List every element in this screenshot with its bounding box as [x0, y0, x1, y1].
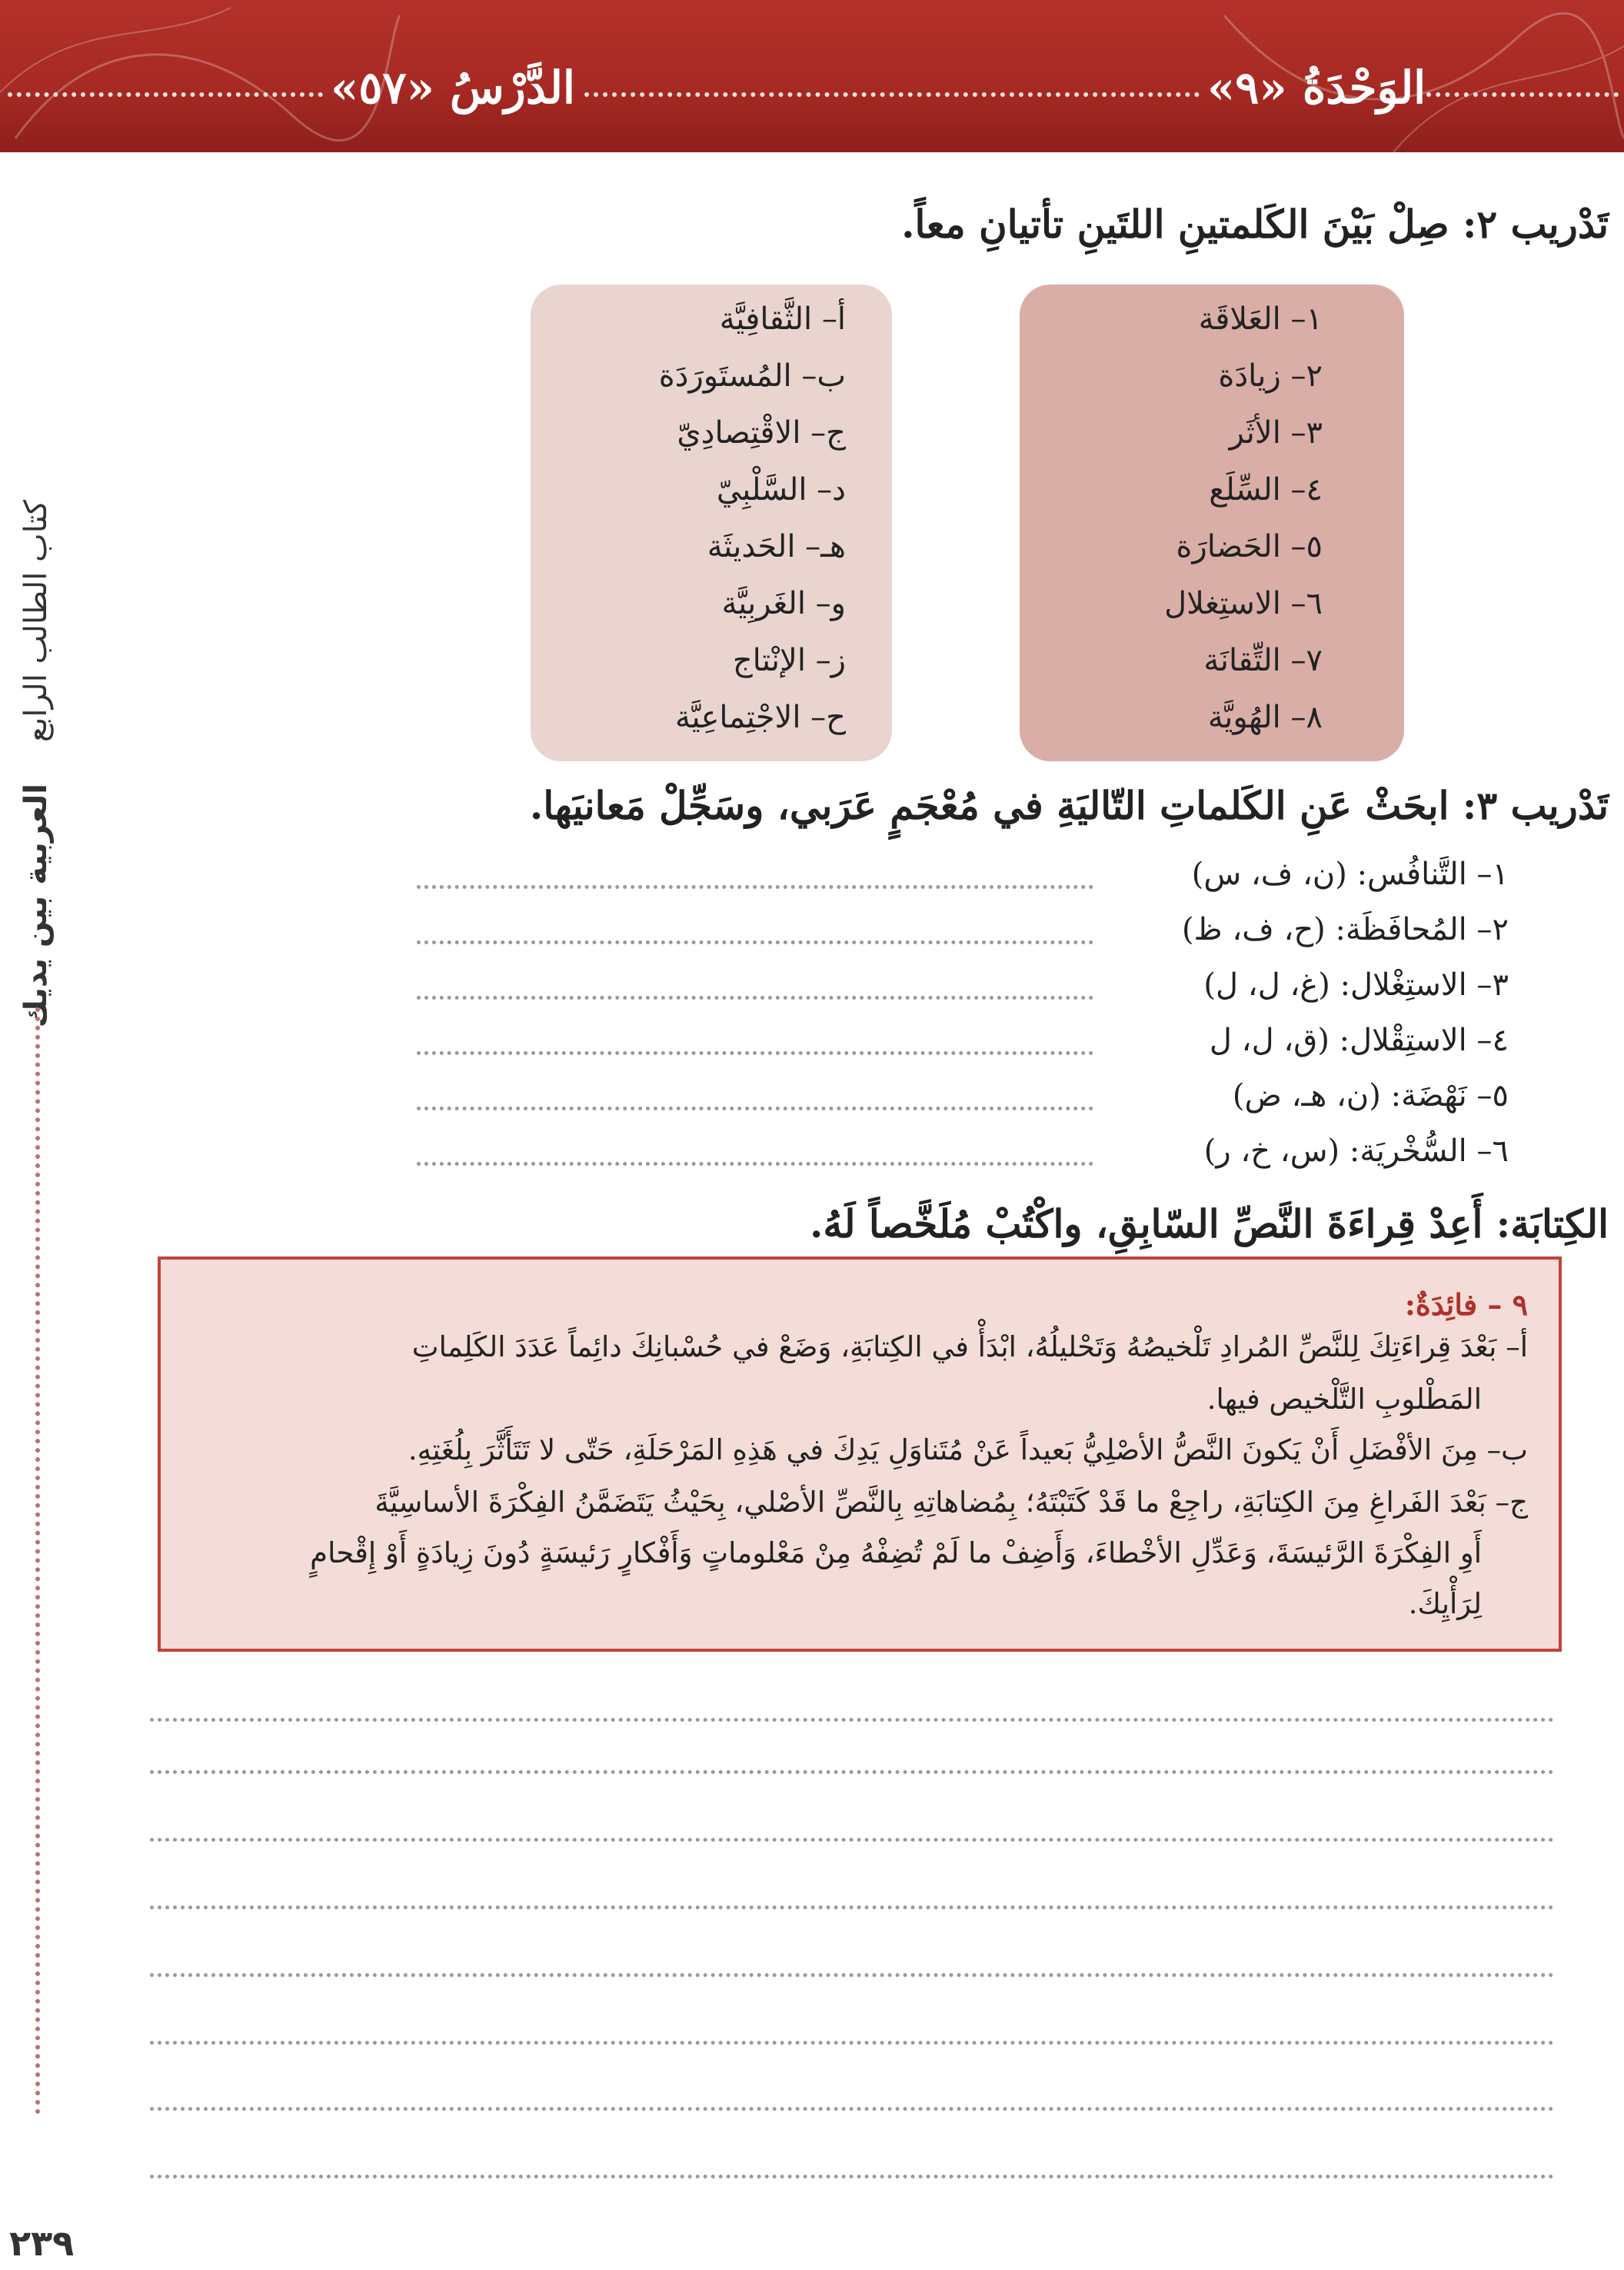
exercise3-item: ٦– السُّخْريَة: (س، خ، ر)	[1203, 1133, 1509, 1169]
page-number: ٢٣٩	[9, 2222, 75, 2264]
exercise3-row	[417, 1078, 1509, 1124]
exercise3-answer-line[interactable]	[417, 940, 1093, 944]
exercise3-row	[417, 967, 1509, 1014]
page-header	[0, 0, 1624, 152]
writing-title: الكِتابَة: أَعِدْ قِراءَةَ النَّصِّ السّابِقِ، واكْتُبْ مُلَخَّصاً لَهُ.	[809, 1201, 1609, 1247]
answer-line[interactable]	[150, 1838, 1554, 1842]
match-item-left[interactable]: أ– الثَّقافِيَّة	[719, 301, 846, 337]
exercise3-row	[417, 1023, 1509, 1069]
exercise3-title: تَدْريب ٣: ابحَثْ عَنِ الكَلماتِ التّاليَةِ في مُعْجَمٍ عَرَبي، وسَجِّلْ مَعانيَها.	[529, 783, 1609, 828]
tip-line-c1: ج– بَعْدَ الفَراغِ مِنَ الكِتابَةِ، راجِعْ ما قَدْ كَتَبْتَهُ؛ بِمُضاهاتِهِ بِالنَّصِّ الأصْلي، بِحَيْثُ يَتَضَمَّنُ الفِكْرَةَ الأساسِيَّةَ	[374, 1486, 1528, 1519]
exercise3-row	[417, 1133, 1509, 1180]
answer-line[interactable]	[150, 1973, 1554, 1977]
exercise3-item: ٥– نَهْضَة: (ن، هـ، ض)	[1232, 1078, 1509, 1113]
exercise3-item: ٣– الاستِغْلال: (غ، ل، ل)	[1203, 967, 1509, 1003]
answer-line[interactable]	[150, 1906, 1554, 1909]
answer-line[interactable]	[150, 2041, 1554, 2045]
tip-line-c3: لِرَأْيِكَ.	[1408, 1587, 1482, 1620]
match-item-right[interactable]: ٢– زيادَة	[1218, 358, 1323, 394]
tip-line-a1: أ– بَعْدَ قِراءَتِكَ لِلنَّصِّ المُرادِ تَلْخيصُهُ وَتَحْليلُهُ، ابْدَأْ في الكِتابَةِ، وَضَعْ في حُسْبانِكَ دائِماً عَدَدَ الكَلِماتِ	[411, 1330, 1528, 1363]
match-item-right[interactable]: ٤– السِّلَع	[1209, 472, 1323, 508]
exercise3-answer-line[interactable]	[417, 1107, 1093, 1110]
match-item-right[interactable]: ٧– التِّقانَة	[1203, 643, 1323, 678]
exercise3-answer-line[interactable]	[417, 996, 1093, 1000]
side-title	[18, 500, 65, 1028]
match-item-left[interactable]: د– السَّلْبِيّ	[716, 472, 846, 508]
side-decorative-chain	[35, 1007, 40, 2115]
exercise3-answer-line[interactable]	[417, 885, 1093, 889]
tip-title: ٩ – فائِدَةٌ:	[1404, 1287, 1528, 1322]
match-panel-right	[1020, 285, 1404, 761]
answer-line[interactable]	[150, 2107, 1554, 2111]
book-title: العربية بين يديك	[18, 784, 54, 1028]
bleed-through-decoration	[169, 269, 179, 305]
header-dotline-left	[8, 92, 323, 97]
exercise3-row	[417, 912, 1509, 958]
match-panel-left	[531, 285, 892, 761]
tip-line-a2: المَطْلوبِ التَّلْخيص فيها.	[1206, 1383, 1482, 1416]
exercise3-item: ٢– المُحافَظَة: (ح، ف، ظ)	[1182, 912, 1509, 947]
tip-line-b: ب– مِنَ الأفْضَلِ أَنْ يَكونَ النَّصُّ الأصْلِيُّ بَعيداً عَنْ مُتَناوَلِ يَدِكَ في هَذِهِ المَرْحَلَةِ، حَتّى لا تَتَأَثَّرَ بِلُغَتِهِ.	[408, 1433, 1528, 1466]
match-item-right[interactable]: ٣– الأثَر	[1229, 415, 1323, 451]
exercise3-answer-line[interactable]	[417, 1162, 1093, 1166]
match-item-left[interactable]: ب– المُستَورَدَة	[658, 358, 846, 394]
tip-box	[158, 1256, 1562, 1652]
answer-line[interactable]	[150, 1770, 1554, 1774]
exercise3-answer-line[interactable]	[417, 1051, 1093, 1055]
header-dotline-middle	[584, 92, 1200, 97]
tip-line-c2: أَوِ الفِكْرَةَ الرَّئيسَةَ، وَعَدِّلِ الأخْطاءَ، وَأَضِفْ ما لَمْ تُضِفْهُ مِنْ مَعْلوماتٍ وَأَفْكارٍ رَئيسَةٍ دُونَ زِيادَةٍ أَوْ إِقْحامٍ	[310, 1536, 1482, 1569]
exercise3-row	[417, 857, 1509, 903]
match-item-right[interactable]: ١– العَلاقَة	[1198, 301, 1323, 337]
exercise2-title: تَدْريب ٢: صِلْ بَيْنَ الكَلمتينِ اللتَينِ تأتيانِ معاً.	[901, 201, 1609, 247]
match-item-right[interactable]: ٦– الاستِغلال	[1164, 586, 1323, 621]
answer-line[interactable]	[150, 2175, 1554, 2178]
match-item-right[interactable]: ٨– الهُويَّة	[1207, 700, 1323, 735]
exercise3-item: ١– التَّنافُس: (ن، ف، س)	[1191, 857, 1509, 892]
book-subtitle: كتاب الطالب الرابع	[18, 500, 54, 743]
answer-line[interactable]	[150, 1718, 1554, 1722]
match-item-left[interactable]: ز– الإنْتاج	[732, 643, 846, 678]
exercise3-item: ٤– الاستِقْلال: (ق، ل، ل	[1209, 1023, 1509, 1058]
match-item-left[interactable]: هـ– الحَديثَة	[707, 529, 846, 564]
match-item-left[interactable]: ج– الاقْتِصادِيّ	[677, 415, 846, 451]
match-item-right[interactable]: ٥– الحَضارَة	[1176, 529, 1323, 564]
lesson-label: الدَّرْسُ «٥٧»	[331, 62, 576, 114]
header-dotline-right	[1426, 92, 1619, 97]
match-item-left[interactable]: و– الغَربِيَّة	[721, 586, 846, 621]
unit-label: الوَحْدَةُ «٩»	[1207, 62, 1426, 114]
match-item-left[interactable]: ح– الاجْتِماعِيَّة	[675, 700, 846, 735]
